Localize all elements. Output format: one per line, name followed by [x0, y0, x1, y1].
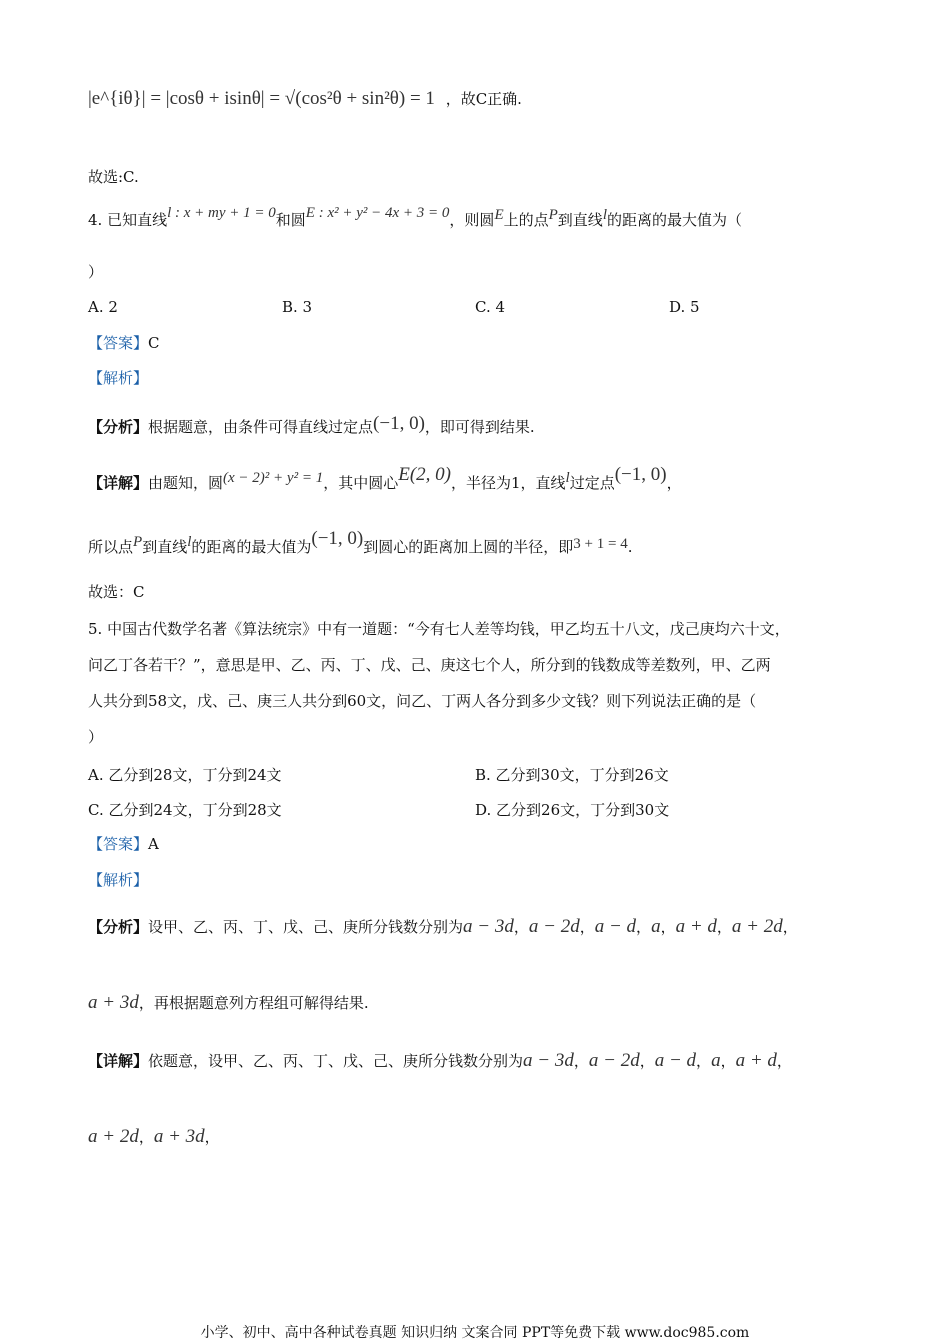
q4-fenxi — [88, 414, 535, 440]
q5-detail-term-7: a + 3d — [153, 1126, 205, 1147]
q4-fenxi-text: 根据题意，由条件可得直线过定点 — [148, 418, 374, 436]
q5-fenxi-line2 — [88, 990, 369, 1016]
q5-detail-term-2: a − 2d — [588, 1050, 640, 1071]
q4-line2-point: (−1, 0) — [311, 528, 364, 549]
q5-fenxi-text: 设甲、乙、丙、丁、戊、己、庚所分钱数分别为 — [148, 918, 464, 936]
q4-circle-eq: E : x² + y² − 4x + 3 = 0 — [305, 205, 450, 221]
q5-detail-tag: 【详解】 — [88, 1052, 149, 1070]
q4-answer-value: C — [148, 334, 160, 352]
q5-option-a: A. 乙分到28文，丁分到24文 — [88, 766, 282, 784]
euler-identity-line — [88, 86, 522, 112]
q5-option-b: B. 乙分到30文，丁分到26文 — [475, 766, 669, 784]
q4-end: 的距离的最大值为（ — [606, 211, 742, 229]
q5-detail: 【详解】依题意，设甲、乙、丙、丁、戊、己、庚所分钱数分别为a − 3d，a − 2d，a − d，a，a + d， — [88, 1050, 792, 1071]
q5-detail-term-3: a − d — [654, 1050, 697, 1071]
q5-answer-value: A — [148, 835, 159, 853]
q5-line2: 问乙丁各若干？”，意思是甲、乙、丙、丁、戊、己、庚这七个人，所分到的钱数成等差数列，甲、乙两 — [88, 656, 771, 674]
q5-term-7: a + 3d — [88, 992, 139, 1013]
q5-fenxi-tag: 【分析】 — [88, 918, 149, 936]
q3-choice: 故选:C. — [88, 168, 139, 186]
q4-detail-d: 过定点 — [569, 474, 615, 492]
q5-fenxi-end: ，再根据题意列方程组可解得结果. — [138, 994, 369, 1012]
q5-analysis-tag — [88, 870, 148, 890]
q4-option-b: B. 3 — [282, 298, 313, 316]
q5-line1: 5. 中国古代数学名著《算法统宗》中有一道题：“今有七人差等均钱，甲乙均五十八文，戊己庚均六十文， — [88, 620, 790, 638]
q4-detail-b: ，其中圆心 — [323, 474, 399, 492]
q5-detail-term-4: a — [711, 1050, 721, 1071]
q4-fenxi-end: ，即可得到结果. — [424, 418, 535, 436]
q4-fenxi-tag: 【分析】 — [88, 418, 149, 436]
q4-line2-P: P — [133, 534, 143, 550]
q4-P: P — [548, 207, 558, 223]
q4-detail-c: ，半径为1，直线 — [450, 474, 566, 492]
q4-detail — [88, 464, 682, 496]
q5-fenxi: 【分析】设甲、乙、丙、丁、戊、己、庚所分钱数分别为a − 3d，a − 2d，a − d，a，a + d，a + 2d， — [88, 916, 798, 937]
q4-detail-line2 — [88, 528, 633, 560]
q4-mid3: 上的点 — [503, 211, 549, 229]
q5-detail-term-1: a − 3d — [523, 1050, 574, 1071]
q5-detail-line2: a + 2d，a + 3d， — [88, 1126, 220, 1147]
q4-prefix: 4. 已知直线 — [88, 211, 168, 229]
q5-term-4: a — [651, 916, 661, 937]
q4-line2-l: l — [187, 534, 192, 550]
page-footer: 小学、初中、高中各种试卷真题 知识归纳 文案合同 PPT等免费下载 www.doc985.com — [200, 1325, 750, 1341]
q5-analysis-label: 【解析】 — [88, 871, 149, 889]
q4-line2-e: . — [627, 538, 633, 556]
q5-term-1: a − 3d — [463, 916, 514, 937]
q5-term-2: a − 2d — [528, 916, 580, 937]
q4-option-c: C. 4 — [475, 298, 506, 316]
q4-E: E — [494, 207, 504, 223]
q4-mid: 和圆 — [275, 211, 306, 229]
q5-detail-term-6: a + 2d — [88, 1126, 139, 1147]
q4-stem — [88, 205, 742, 231]
q4-center: E(2, 0) — [398, 464, 451, 485]
q4-option-d: D. 5 — [669, 298, 700, 316]
euler-conclusion: ，故C正确. — [445, 90, 522, 108]
q4-line2-b: 到直线 — [142, 538, 188, 556]
q5-answer-tag: 【答案】 — [88, 835, 149, 853]
q4-line2-c: 的距离的最大值为 — [191, 538, 312, 556]
q5-term-3: a − d — [594, 916, 637, 937]
q4-detail-l: l — [565, 470, 570, 486]
q4-line2-d: 到圆心的距离加上圆的半径，即 — [363, 538, 574, 556]
q5-term-5: a + d — [675, 916, 717, 937]
q4-analysis-tag — [88, 368, 148, 388]
q4-detail-e: ， — [666, 474, 682, 492]
q5-detail-text: 依题意，设甲、乙、丙、丁、戊、己、庚所分钱数分别为 — [148, 1052, 524, 1070]
q4-detail-tag: 【详解】 — [88, 474, 149, 492]
q5-option-c: C. 乙分到24文，丁分到28文 — [88, 801, 282, 819]
q5-close: ） — [88, 728, 104, 746]
q4-analysis-label: 【解析】 — [88, 369, 149, 387]
q5-answer — [88, 834, 159, 854]
q4-l: l — [602, 207, 607, 223]
q4-answer-tag: 【答案】 — [88, 334, 149, 352]
q4-mid4: 到直线 — [557, 211, 603, 229]
q4-line2-a: 所以点 — [88, 538, 134, 556]
q4-detail-eq: (x − 2)² + y² = 1 — [223, 470, 324, 486]
q4-fenxi-point: (−1, 0) — [373, 413, 425, 434]
q4-option-a: A. 2 — [88, 298, 118, 316]
q4-close: ） — [88, 263, 104, 281]
q4-line-eq: l : x + my + 1 = 0 — [167, 205, 276, 221]
q4-detail-point: (−1, 0) — [614, 464, 667, 485]
q4-choice: 故选：C — [88, 583, 145, 601]
q4-mid2: ，则圆 — [449, 211, 495, 229]
q4-detail-a: 由题知，圆 — [148, 474, 224, 492]
q5-line3: 人共分到58文，戊、己、庚三人共分到60文，问乙、丁两人各分到多少文钱？则下列说法正确的是（ — [88, 692, 757, 710]
q4-line2-eq: 3 + 1 = 4 — [573, 536, 628, 552]
q5-detail-term-5: a + d — [735, 1050, 777, 1071]
q4-answer — [88, 333, 160, 353]
q5-term-6: a + 2d — [731, 916, 783, 937]
q5-option-d: D. 乙分到26文，丁分到30文 — [475, 801, 670, 819]
euler-math: |e^{iθ}| = |cosθ + isinθ| = √(cos²θ + sin²θ) = 1 — [88, 88, 435, 109]
